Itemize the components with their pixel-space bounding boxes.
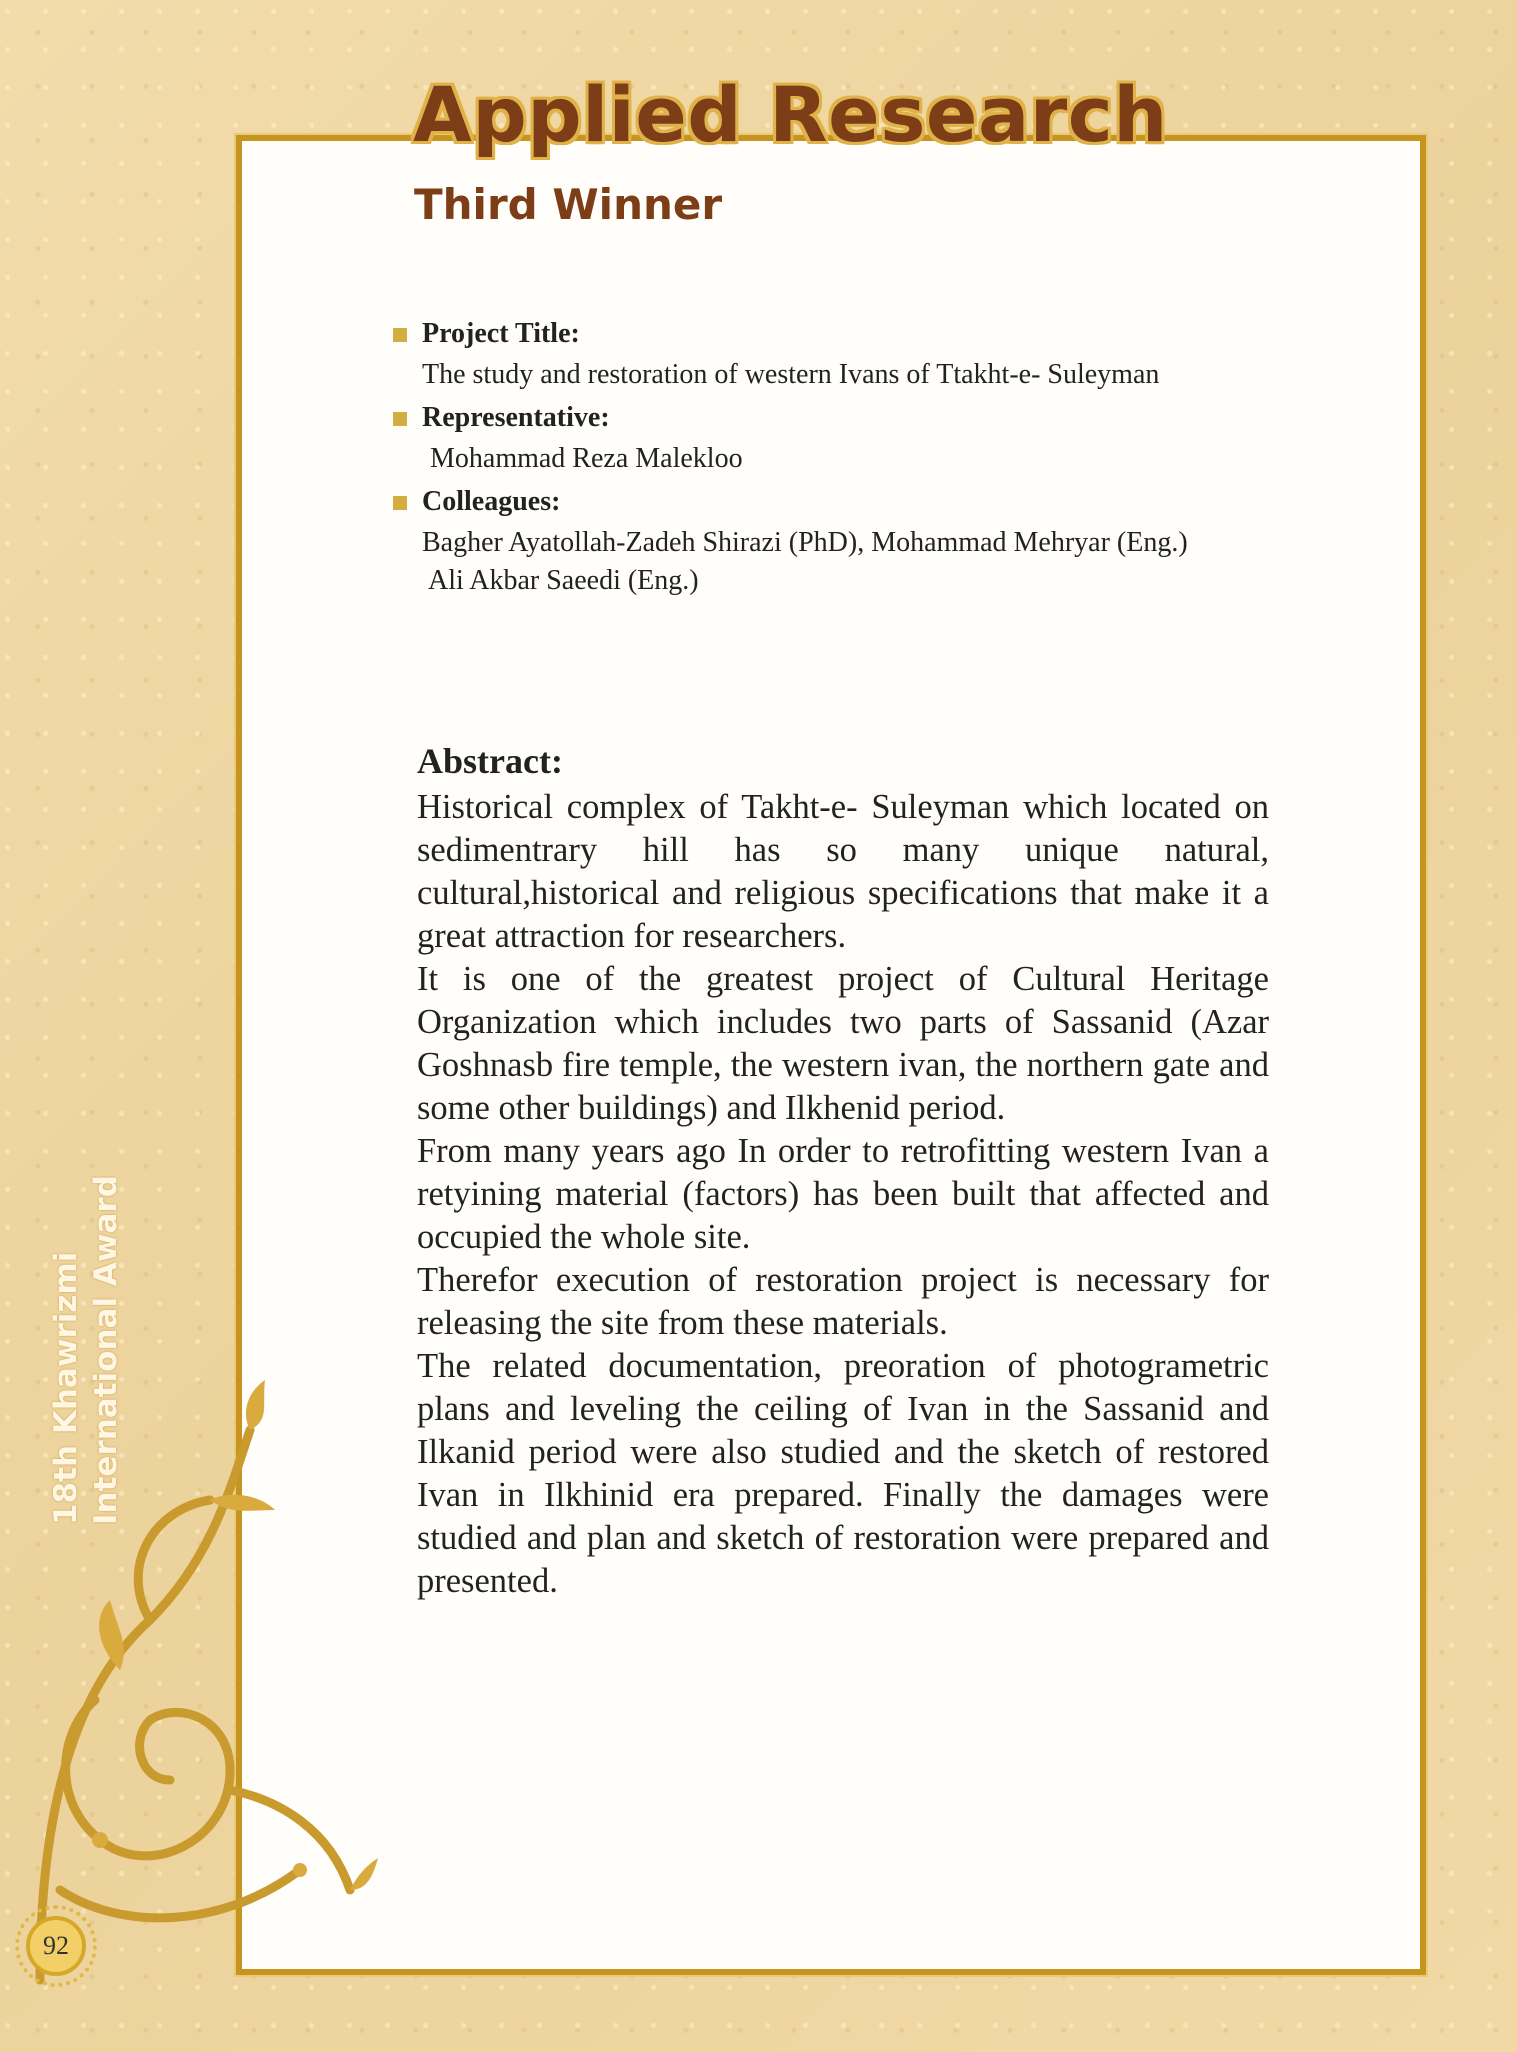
award-rank: Third Winner: [414, 180, 723, 229]
award-name: International Award: [88, 1175, 124, 1525]
bullet-icon: [393, 328, 407, 342]
colleagues-label: Colleagues:: [422, 486, 561, 517]
bullet-icon: [393, 412, 407, 426]
abstract-paragraph: From many years ago In order to retrofitting western Ivan a retyining material (factors) has been built that affected and occupied the whole site.: [417, 1132, 1269, 1256]
abstract-paragraph: Historical complex of Takht-e- Suleyman which located on sedimentrary hill has so many unique natural, cultural,historical and religious specifications that make it a great attraction for researchers.: [417, 788, 1269, 955]
project-info: [392, 316, 1292, 606]
abstract-paragraph: Therefor execution of restoration project is necessary for releasing the site from these materials.: [417, 1261, 1269, 1342]
project-title-label: Project Title:: [422, 318, 580, 349]
project-title-row: [392, 316, 1292, 352]
abstract-paragraph: The related documentation, preoration of photogrametric plans and leveling the ceiling of Ivan in the Sassanid and Ilkanid period were also studied and the sketch of restored Ivan in Ilkhinid era prepared. Finally the damages were studied and plan and sketch of restoration were prepared and presented.: [417, 1347, 1269, 1600]
representative-row: [392, 400, 1292, 436]
project-title-value: The study and restoration of western Ivans of Ttakht-e- Suleyman: [422, 359, 1160, 390]
section-title: Applied Research: [413, 70, 1168, 159]
abstract-heading: Abstract:: [417, 741, 563, 781]
page-number: 92: [26, 1916, 86, 1976]
colleagues-row: [392, 484, 1292, 520]
floral-ornament-icon: [0, 1370, 380, 1990]
abstract-paragraph: It is one of the greatest project of Cultural Heritage Organization which includes two parts of Sassanid (Azar Goshnasb fire temple, the western ivan, the northern gate and some other buildings) and Ilkhenid period.: [417, 960, 1269, 1127]
colleagues-line-2: Ali Akbar Saeedi (Eng.): [428, 565, 699, 596]
award-edition: 18th Khawrizmi: [48, 1251, 84, 1525]
representative-value: Mohammad Reza Malekloo: [430, 443, 743, 474]
abstract-section: [417, 738, 1269, 1603]
colleagues-line-1: Bagher Ayatollah-Zadeh Shirazi (PhD), Mohammad Mehryar (Eng.): [422, 527, 1188, 558]
representative-label: Representative:: [422, 402, 610, 433]
bullet-icon: [393, 496, 407, 510]
